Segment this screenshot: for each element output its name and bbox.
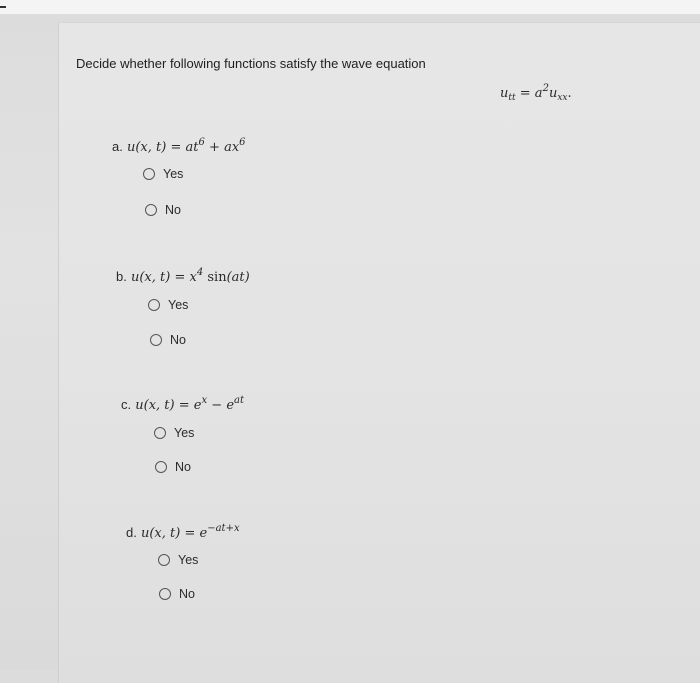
wave-equation [500,83,572,103]
option-d-no[interactable] [159,587,195,601]
eq-u-sub: xx [557,93,568,103]
radio-button[interactable] [145,204,157,216]
option-label: Yes [168,298,189,312]
eq-u: u [548,86,558,101]
question-label: b. [116,269,127,284]
worksheet [58,22,700,683]
equals-sign: = [174,270,186,285]
eq-sign: = [519,86,531,101]
option-label: Yes [174,426,195,440]
radio-button[interactable] [154,427,166,439]
eq-end: . [567,86,572,101]
operator: + [209,140,220,155]
term: at [185,140,199,155]
eq-a-sup: 2 [542,83,549,94]
term: e [199,526,208,541]
option-b-yes[interactable] [148,298,188,312]
option-a-yes[interactable] [143,167,183,181]
question-c [121,395,244,413]
option-label: Yes [178,553,199,567]
function-name: sin [207,270,227,285]
function-arg: (at) [226,270,250,285]
term: ax [224,140,240,155]
radio-button[interactable] [143,168,155,180]
radio-button[interactable] [158,554,170,566]
question-b [116,267,250,285]
option-b-no[interactable] [150,333,186,347]
radio-button[interactable] [150,334,162,346]
option-label: No [165,203,181,217]
top-bar [0,0,700,14]
option-label: No [175,460,191,474]
term-sup: x [201,395,208,406]
option-a-no[interactable] [145,203,181,217]
equals-sign: = [184,526,196,541]
question-label: c. [121,397,132,412]
option-c-yes[interactable] [154,426,194,440]
equals-sign: = [178,398,190,413]
operator: − [211,398,223,413]
term-sup: at [234,395,245,406]
eq-lhs: u [500,86,509,101]
option-c-no[interactable] [155,460,191,474]
option-label: No [170,333,186,347]
question-lhs: u(x, t) [126,140,167,155]
question-a [112,137,246,155]
equals-sign: = [170,140,182,155]
radio-button[interactable] [155,461,167,473]
term: x [189,270,197,285]
question-label: d. [126,525,137,540]
question-d [126,523,240,541]
radio-button[interactable] [159,588,171,600]
term-sup: −at+x [207,523,240,534]
question-lhs: u(x, t) [130,270,171,285]
term-sup: 4 [196,267,204,278]
term: e [193,398,202,413]
question-lhs: u(x, t) [135,398,175,413]
question-lhs: u(x, t) [140,526,181,541]
term-sup: 6 [239,137,246,148]
radio-button[interactable] [148,299,160,311]
eq-a: a [534,86,543,101]
dash-mark [0,6,6,8]
question-label: a. [112,139,123,154]
option-label: Yes [163,167,184,181]
eq-lhs-sub: tt [508,93,516,103]
term: e [226,398,235,413]
page-title: Decide whether following functions satisfy the wave equation [76,56,426,71]
option-label: No [179,587,195,601]
option-d-yes[interactable] [158,553,198,567]
term-sup: 6 [198,137,205,148]
